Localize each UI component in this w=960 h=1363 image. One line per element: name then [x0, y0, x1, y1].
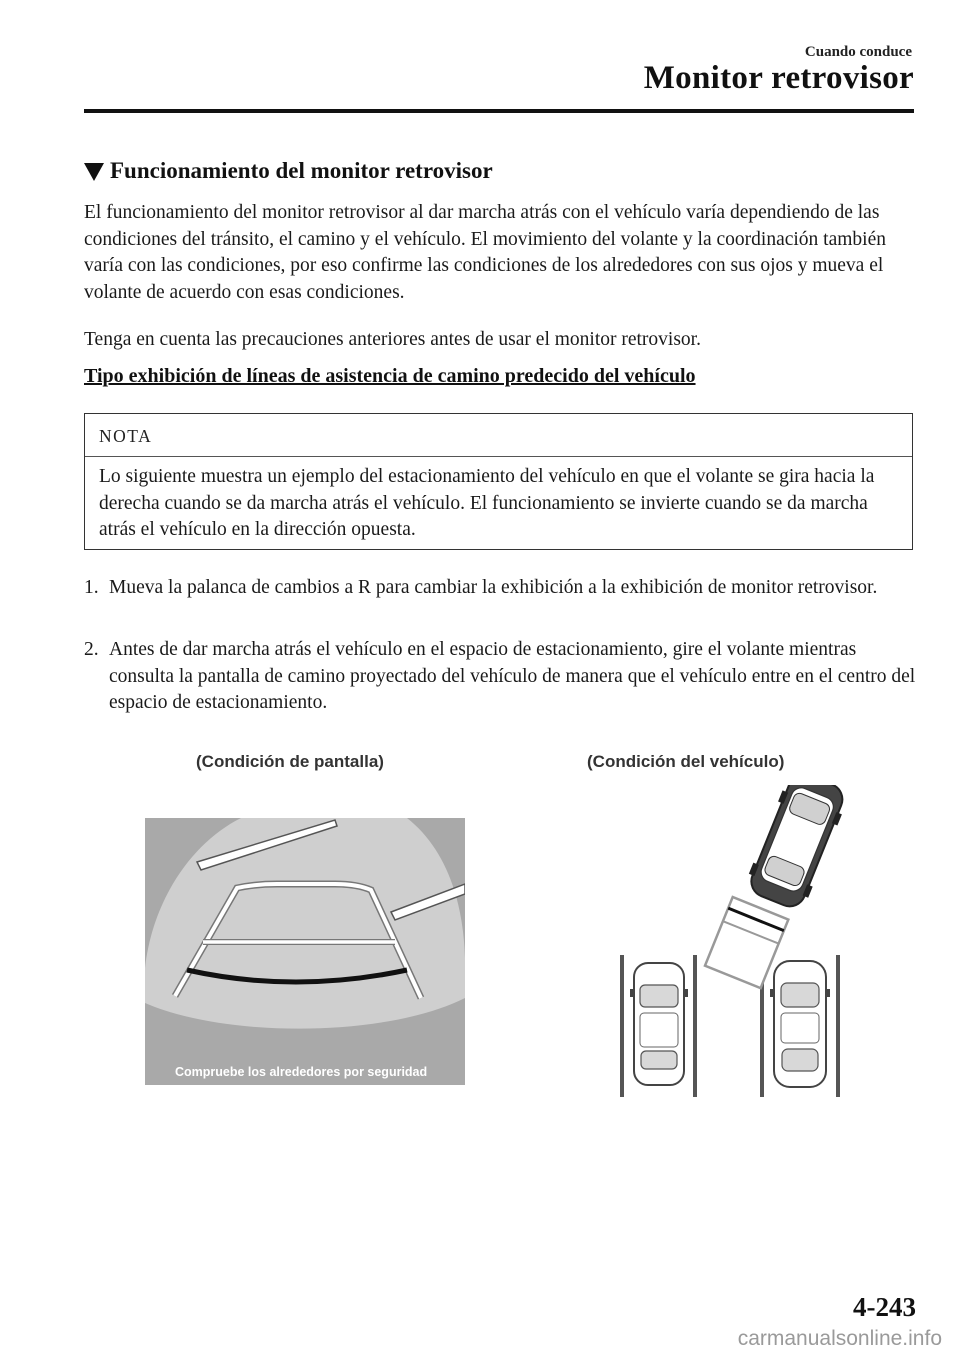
note-text: Lo siguiente muestra un ejemplo del estacionamiento del vehículo en que el volante se gira hacia la derecha cuando se da marcha atrás el vehículo. El funcionamiento se invierte cuando se da marcha atrás el vehículo en la dirección opuesta. [99, 466, 875, 540]
vehicle-condition-illustration [600, 785, 860, 1100]
watermark: carmanualsonline.info [737, 1327, 942, 1350]
vehicle-condition-label: (Condición del vehículo) [587, 752, 785, 771]
page-number: 4-243 [853, 1292, 916, 1322]
screen-caption: Compruebe los alrededores por seguridad [175, 1065, 428, 1079]
note-divider [85, 456, 912, 457]
step-text: Mueva la palanca de cambios a R para cambiar la exhibición a la exhibición de monitor retrovisor. [109, 577, 878, 598]
paragraph-1: El funcionamiento del monitor retrovisor al dar marcha atrás con el vehículo varía dependiendo de las condiciones del tránsito, el camino y el vehículo. El movimiento del volante y la coordinación también varía con las condiciones, por eso confirme las condiciones de los alrededores con sus ojos y mueva el volante de acuerdo con esas condiciones. [84, 202, 886, 303]
paragraph-2: Tenga en cuenta las precauciones anteriores antes de usar el monitor retrovisor. [84, 329, 701, 350]
section-heading [84, 158, 493, 184]
parked-car-right [770, 961, 830, 1087]
note-box [84, 413, 913, 550]
screen-condition-label: (Condición de pantalla) [196, 752, 384, 771]
header-kicker: Cuando conduce [804, 44, 912, 60]
screen-condition-illustration [145, 818, 465, 1085]
step-number: 1. [84, 577, 99, 598]
subheading: Tipo exhibición de líneas de asistencia de camino predecido del vehículo [84, 365, 696, 387]
step-number: 2. [84, 639, 99, 660]
reversing-car [743, 785, 851, 913]
section-heading-text: Funcionamiento del monitor retrovisor [110, 158, 493, 183]
triangle-bullet-icon [84, 163, 104, 181]
header-rule [84, 109, 914, 113]
step-text: Antes de dar marcha atrás el vehículo en el espacio de estacionamiento, gire el volante mientras consulta la pantalla de camino proyectado del vehículo de manera que el vehículo entre en el centro del espacio de estacionamiento. [109, 639, 916, 713]
note-title: NOTA [99, 426, 153, 446]
header-title: Monitor retrovisor [643, 60, 914, 96]
parked-car-left [630, 963, 688, 1085]
